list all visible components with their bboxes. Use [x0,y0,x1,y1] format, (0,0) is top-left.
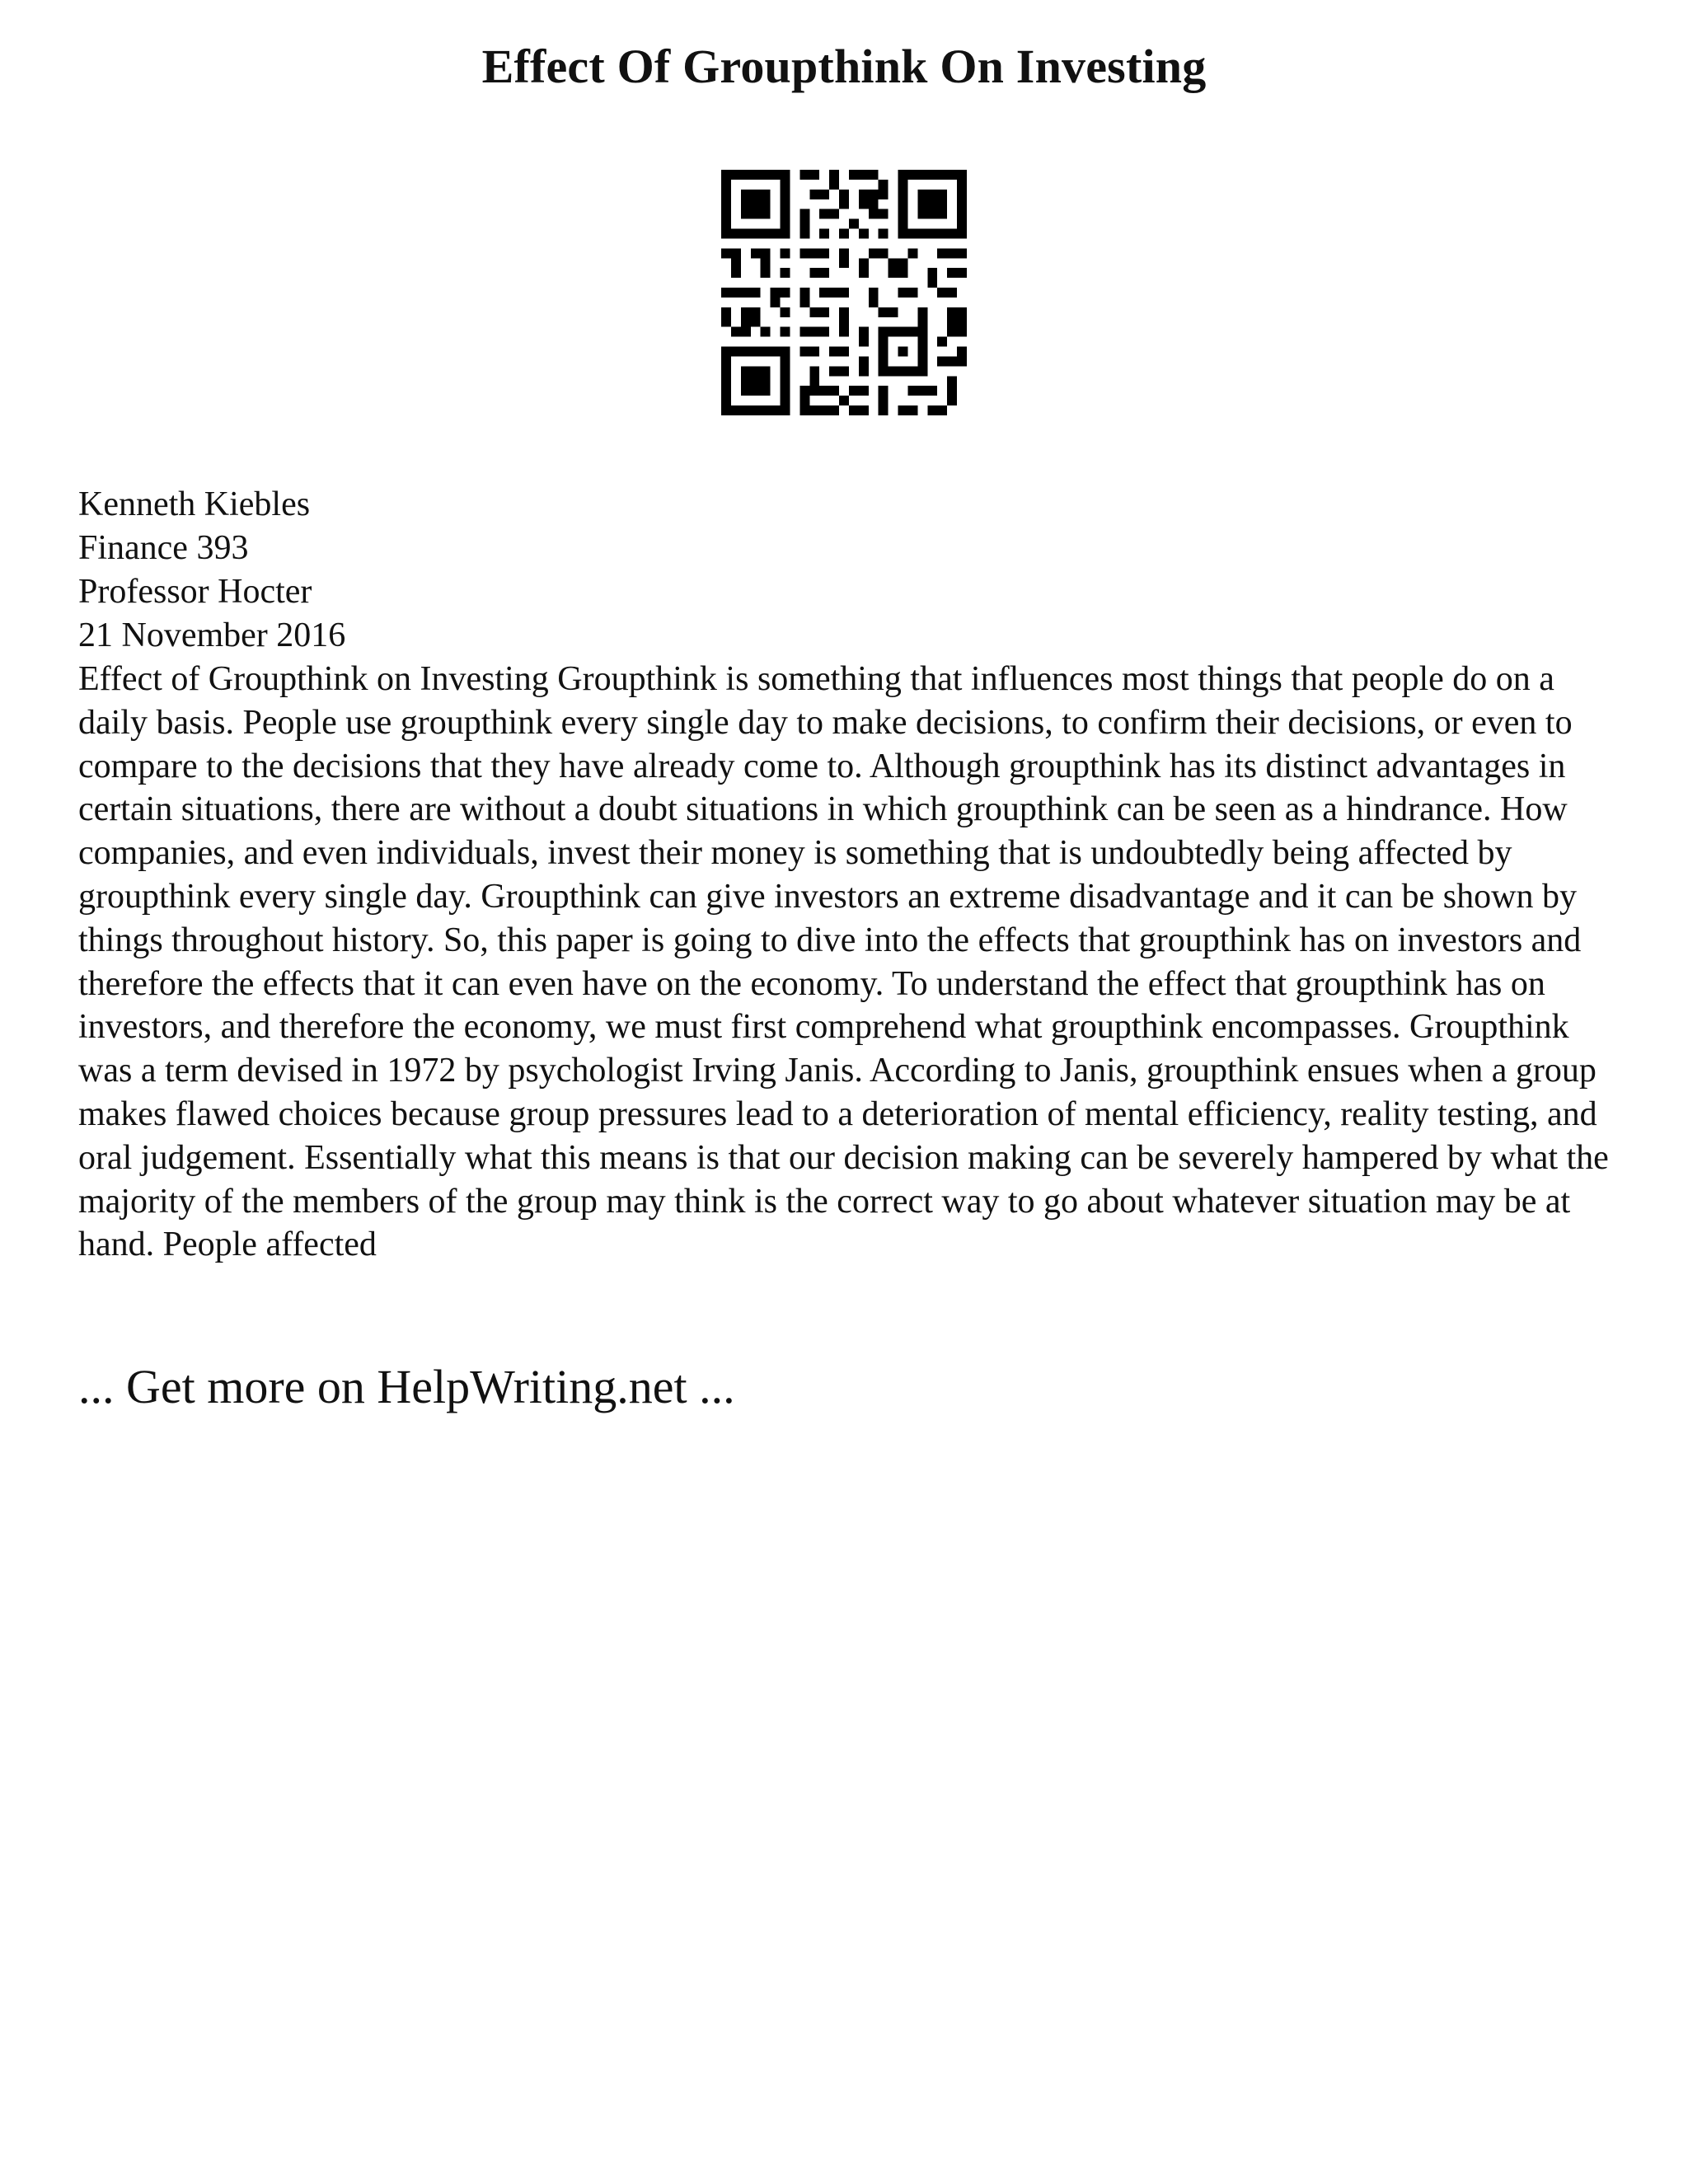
author-name: Kenneth Kiebles [78,485,311,523]
course-name: Finance 393 [78,529,249,567]
qr-code-icon [721,170,967,415]
get-more-link[interactable]: ... Get more on HelpWriting.net ... [78,1360,735,1413]
author-block [78,483,345,658]
document-date: 21 November 2016 [78,616,346,654]
document-title: Effect Of Groupthink On Investing [481,40,1207,93]
body-paragraph: Effect of Groupthink on Investing Groupthink is something that influences most things that people do on a daily basis. People use groupthink every single day to make decisions, to confirm their decisions, or even to compare to the decisions that they have already come to. Although groupthink has its distinct advantages in certain situations, there are without a doubt situations in which groupthink can be seen as a hindrance. How companies, and even individuals, invest their money is something that is undoubtedly being affected by groupthink every single day. Groupthink can give investors an extreme disadvantage and it can be shown by things throughout history. So, this paper is going to dive into the effects that groupthink has on investors and therefore the effects that it can even have on the economy. To understand the effect that groupthink has on investors, and therefore the economy, we must first comprehend what groupthink encompasses. Groupthink was a term devised in 1972 by psychologist Irving Janis. According to Janis, groupthink ensues when a group makes flawed choices because group pressures lead to a deterioration of mental efficiency, reality testing, and oral judgement. Essentially what this means is that our decision making can be severely hampered by what the majority of the members of the group may think is the correct way to go about whatever situation may be at hand. People affected [78,660,1609,1264]
professor-name: Professor Hocter [78,573,312,611]
